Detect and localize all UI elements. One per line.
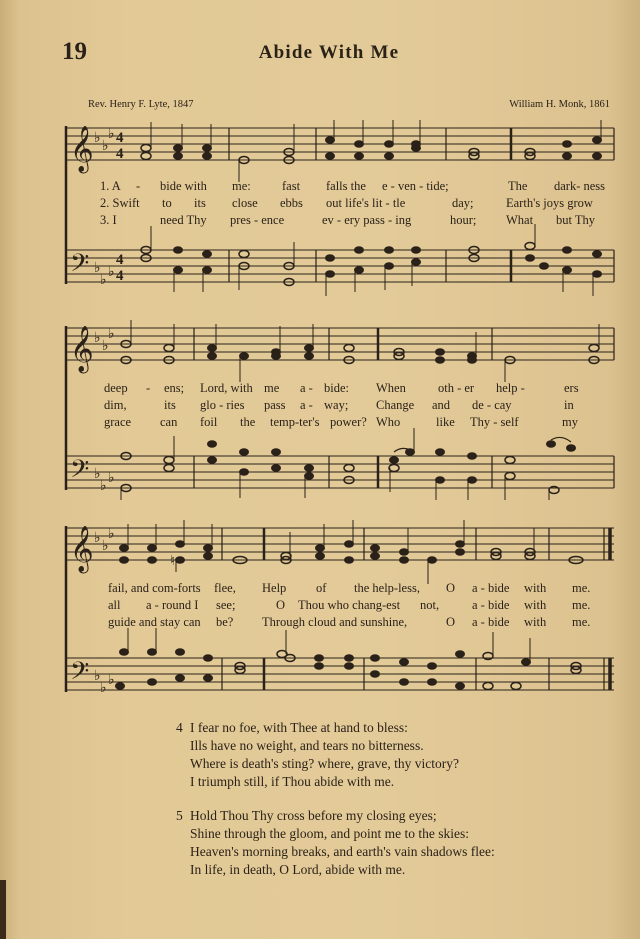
svg-text:♭: ♭ [94,466,101,482]
page-edge [0,880,6,939]
svg-text:𝄢: 𝄢 [70,657,90,692]
svg-text:𝄢: 𝄢 [70,249,90,284]
svg-text:♭: ♭ [100,680,107,696]
svg-text:𝄞: 𝄞 [70,526,94,572]
svg-text:♭: ♭ [94,260,101,276]
svg-text:♭: ♭ [108,526,115,542]
lyricist-credit: Rev. Henry F. Lyte, 1847 [88,99,194,110]
svg-text:♭: ♭ [108,470,115,486]
svg-text:𝄢: 𝄢 [70,455,90,490]
svg-text:4: 4 [116,130,124,146]
verse-number: 5 [176,808,183,823]
svg-text:4: 4 [116,146,124,162]
svg-text:♭: ♭ [94,330,101,346]
music-system-3 [64,520,614,700]
svg-text:♭: ♭ [94,668,101,684]
verse-5: 5 Hold Thou Thy cross before my closing eyes; Shine through the gloom, and point me to the skies: Heaven's morning breaks, and earth's vain shadows flee: In life, in death, O Lord, abide with me. [176,808,495,877]
lyric-line-verse-2: dim, its glo - ries pass a - way; Change and de - cay in [104,398,574,412]
composer-credit: William H. Monk, 1861 [509,99,610,110]
svg-text:♭: ♭ [108,672,115,688]
lyric-line-verse-3: guide and stay can be? Through cloud and sunshine, O a - bide with me. [108,615,591,629]
verse-4: 4 I fear no foe, with Thee at hand to bless: Ills have no weight, and tears no bitterness. Where is death's sting? where, grave, thy victory? I triumph still, if Thou abide with me. [176,720,459,789]
svg-text:♮: ♮ [170,553,176,569]
svg-text:♭: ♭ [94,530,101,546]
lyric-line-verse-1: deep - ens; Lord, with me a - bide: When oth - er help - ers [104,381,579,395]
svg-text:♭: ♭ [100,478,107,494]
svg-text:♭: ♭ [100,272,107,288]
svg-text:♭: ♭ [108,326,115,342]
svg-text:♭: ♭ [108,264,115,280]
svg-text:♭: ♭ [102,538,109,554]
svg-text:♭: ♭ [102,338,109,354]
music-system-2 [64,320,614,500]
hymn-title: Abide With Me [258,42,400,63]
lyrics-system-2 [64,380,614,431]
svg-text:𝄞: 𝄞 [70,326,94,372]
lyric-line-verse-2: all a - round I see; O Thou who chang-est not, a - bide with me. [108,598,591,612]
additional-verses [176,719,495,895]
verse-number: 4 [176,720,183,735]
svg-text:4: 4 [116,268,124,284]
svg-text:♭: ♭ [108,126,115,142]
svg-text:4: 4 [116,252,124,268]
svg-text:♭: ♭ [102,138,109,154]
music-system-1 [64,120,614,300]
hymn-number: 19 [62,38,87,65]
lyrics-system-3 [64,580,614,631]
lyric-line-verse-3: grace can foil the temp-ter's power? Who like Thy - self my [104,415,578,429]
lyric-line-verse-1: 1. A - bide with me: fast falls the e - ven - tide; The dark- ness [100,179,606,193]
lyric-line-verse-2: 2. Swift to its close ebbs out life's lit - tle day; Earth's joys grow [100,196,593,210]
lyric-line-verse-3: 3. I need Thy pres - ence ev - ery pass - ing hour; What but Thy [100,213,596,227]
lyrics-system-1 [64,178,614,229]
svg-text:♭: ♭ [94,130,101,146]
lyric-line-verse-1: fail, and com-forts flee, Help of the help-less, O a - bide with me. [108,581,591,595]
svg-text:𝄞: 𝄞 [70,126,94,172]
